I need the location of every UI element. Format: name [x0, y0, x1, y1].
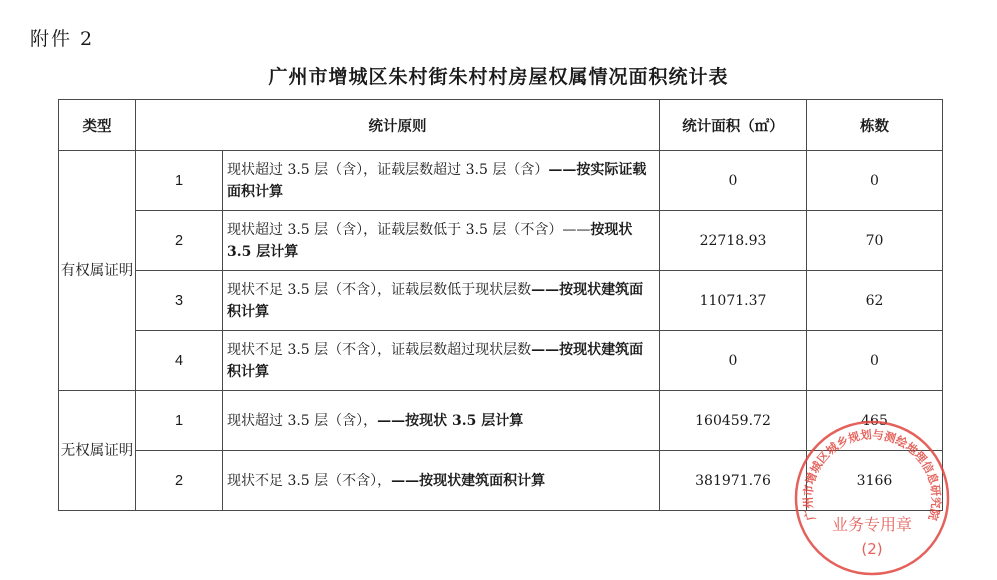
row-number: 1	[136, 391, 223, 451]
rule-method: ——按现状建筑面积计算	[227, 281, 644, 320]
group-type-without-certificate: 无权属证明	[59, 391, 136, 511]
table-row	[59, 151, 943, 211]
rule-cell	[223, 151, 660, 211]
area-value: 22718.93	[660, 211, 807, 271]
row-number: 2	[136, 211, 223, 271]
header-rule: 统计原则	[136, 100, 660, 151]
area-value: 160459.72	[660, 391, 807, 451]
header-type: 类型	[59, 100, 136, 151]
table-row	[59, 331, 943, 391]
rule-cell	[223, 271, 660, 331]
area-value: 0	[660, 331, 807, 391]
table-row	[59, 211, 943, 271]
count-value: 70	[807, 211, 943, 271]
table-header-row	[59, 100, 943, 151]
count-value: 465	[807, 391, 943, 451]
count-value: 0	[807, 331, 943, 391]
group-type-with-certificate: 有权属证明	[59, 151, 136, 391]
area-value: 11071.37	[660, 271, 807, 331]
table-row	[59, 391, 943, 451]
rule-text: 现状不足 3.5 层（不含），证载层数低于现状层数	[227, 281, 532, 298]
seal-ring-text: 广州市增城区城乡规划与测绘地理信息研究院	[800, 427, 944, 523]
rule-cell	[223, 211, 660, 271]
table-row	[59, 271, 943, 331]
statistics-table	[58, 99, 943, 511]
rule-method: ——按现状 3.5 层计算	[377, 412, 524, 429]
rule-cell	[223, 451, 660, 511]
rule-method: ——按现状建筑面积计算	[227, 341, 644, 380]
count-value: 62	[807, 271, 943, 331]
rule-text: 现状不足 3.5 层（不含），证载层数超过现状层数	[227, 341, 532, 358]
rule-text: 现状超过 3.5 层（含），证载层数低于 3.5 层（不含）——	[227, 221, 591, 238]
document-title: 广州市增城区朱村街朱村村房屋权属情况面积统计表	[268, 66, 729, 88]
rule-method: ——按现状建筑面积计算	[391, 472, 546, 489]
area-value: 0	[660, 151, 807, 211]
attachment-label: 附件 2	[30, 28, 95, 50]
area-value: 381971.76	[660, 451, 807, 511]
table-row	[59, 451, 943, 511]
row-number: 3	[136, 271, 223, 331]
rule-cell	[223, 331, 660, 391]
row-number: 1	[136, 151, 223, 211]
rule-cell	[223, 391, 660, 451]
count-value: 3166	[807, 451, 943, 511]
row-number: 2	[136, 451, 223, 511]
rule-text: 现状超过 3.5 层（含），证载层数超过 3.5 层（含）	[227, 161, 549, 178]
rule-text: 现状超过 3.5 层（含），	[227, 412, 378, 429]
rule-method: 按现状 3.5 层计算	[227, 221, 633, 260]
row-number: 4	[136, 331, 223, 391]
rule-method: ——按实际证载面积计算	[227, 161, 647, 200]
rule-text: 现状不足 3.5 层（不含），	[227, 472, 392, 489]
seal-center-text: 业务专用章	[831, 515, 913, 534]
header-area: 统计面积（㎡）	[660, 100, 807, 151]
seal-sub-text: (2)	[861, 540, 883, 558]
header-count: 栋数	[807, 100, 943, 151]
count-value: 0	[807, 151, 943, 211]
